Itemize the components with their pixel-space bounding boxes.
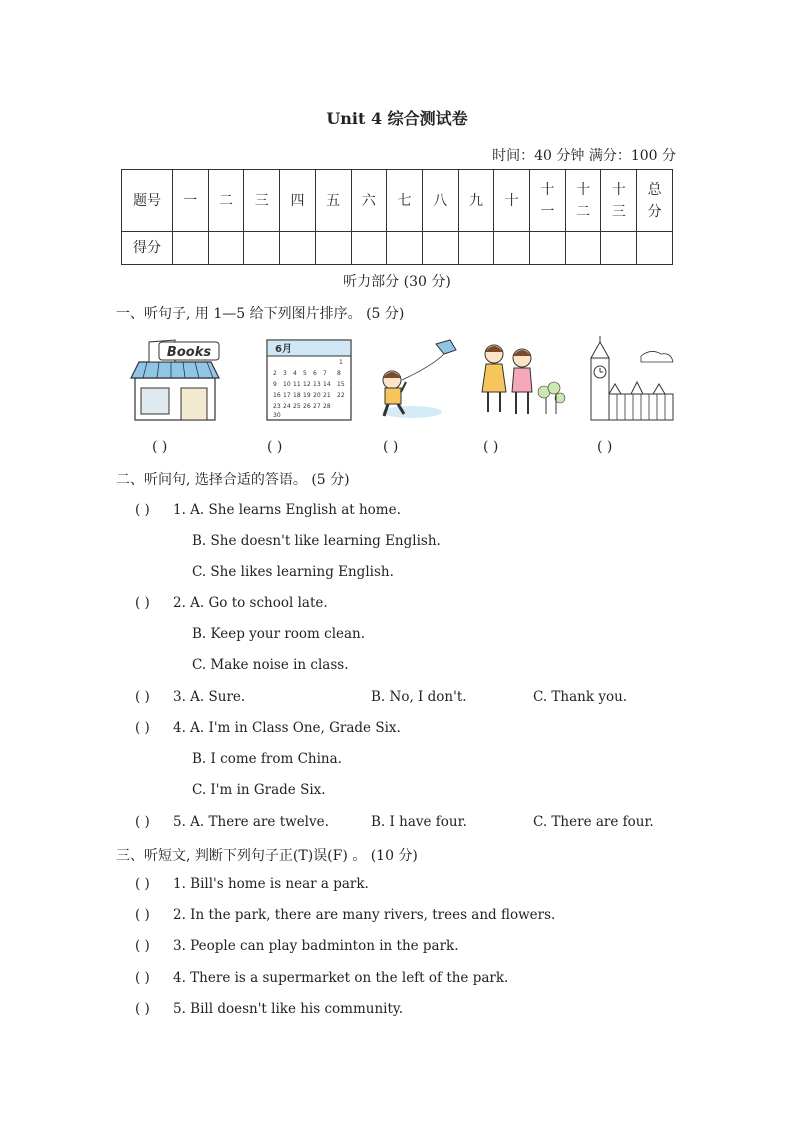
answer-blank[interactable]: ( ) [135, 720, 150, 736]
svg-text:19: 19 [303, 392, 311, 399]
svg-text:22: 22 [337, 392, 345, 399]
col-4: 四 [280, 170, 316, 232]
col-5: 五 [315, 170, 351, 232]
picture-answer-5[interactable]: ( ) [597, 439, 613, 455]
svg-text:26: 26 [303, 403, 311, 410]
q4-option-a: 4. A. I'm in Class One, Grade Six. [173, 720, 401, 736]
q4-option-c: C. I'm in Grade Six. [192, 782, 326, 798]
svg-text:10: 10 [283, 381, 291, 388]
q2-option-b: B. Keep your room clean. [192, 626, 366, 642]
svg-text:14: 14 [323, 381, 331, 388]
answer-blank[interactable]: ( ) [135, 970, 150, 986]
section2-title: 二、听问句, 选择合适的答语。 (5 分) [116, 472, 350, 488]
svg-text:3: 3 [283, 370, 287, 377]
answer-blank[interactable]: ( ) [135, 502, 150, 518]
svg-text:16: 16 [273, 392, 281, 399]
col-11: 十一 [530, 170, 566, 232]
col-8: 八 [422, 170, 458, 232]
svg-text:17: 17 [283, 392, 291, 399]
svg-text:5: 5 [303, 370, 307, 377]
tf-statement-5: 5. Bill doesn't like his community. [173, 1001, 404, 1017]
answer-blank[interactable]: ( ) [135, 938, 150, 954]
calendar-icon [263, 336, 355, 422]
svg-text:24: 24 [283, 403, 291, 410]
score-cell[interactable] [351, 232, 387, 265]
section1-title: 一、听句子, 用 1—5 给下列图片排序。 (5 分) [116, 306, 405, 322]
score-cell[interactable] [208, 232, 244, 265]
section3-title: 三、听短文, 判断下列句子正(T)误(F) 。 (10 分) [116, 848, 418, 864]
col-10: 十 [494, 170, 530, 232]
two-girls-icon [474, 336, 566, 422]
q2-option-c: C. Make noise in class. [192, 657, 349, 673]
svg-text:1: 1 [339, 359, 343, 366]
svg-text:2: 2 [273, 370, 277, 377]
answer-blank[interactable]: ( ) [135, 907, 150, 923]
picture-answer-4[interactable]: ( ) [483, 439, 499, 455]
bookstore-icon [129, 336, 221, 422]
score-cell[interactable] [173, 232, 209, 265]
svg-text:18: 18 [293, 392, 301, 399]
col-13: 十三 [601, 170, 637, 232]
row-head-number: 题号 [122, 170, 173, 232]
q5-option-c: C. There are four. [533, 814, 654, 830]
svg-text:13: 13 [313, 381, 321, 388]
score-cell[interactable] [494, 232, 530, 265]
big-ben-icon [585, 336, 677, 422]
picture-answer-3[interactable]: ( ) [383, 439, 399, 455]
row-head-score: 得分 [122, 232, 173, 265]
score-cell[interactable] [387, 232, 423, 265]
col-2: 二 [208, 170, 244, 232]
bookstore-sign-text: Books [166, 345, 212, 360]
kite-boy-icon [372, 336, 464, 422]
svg-text:30: 30 [273, 412, 281, 419]
svg-text:12: 12 [303, 381, 311, 388]
svg-text:4: 4 [293, 370, 297, 377]
svg-text:8: 8 [337, 370, 341, 377]
tf-statement-2: 2. In the park, there are many rivers, trees and flowers. [173, 907, 556, 923]
q3-option-b: B. No, I don't. [371, 689, 467, 705]
q1-option-c: C. She likes learning English. [192, 564, 394, 580]
calendar-month: 6月 [275, 344, 292, 355]
svg-text:25: 25 [293, 403, 301, 410]
svg-text:20: 20 [313, 392, 321, 399]
q3-option-c: C. Thank you. [533, 689, 628, 705]
score-cell[interactable] [530, 232, 566, 265]
score-cell[interactable] [601, 232, 637, 265]
tf-statement-4: 4. There is a supermarket on the left of the park. [173, 970, 509, 986]
svg-text:15: 15 [337, 381, 345, 388]
answer-blank[interactable]: ( ) [135, 595, 150, 611]
svg-text:7: 7 [323, 370, 327, 377]
tf-statement-3: 3. People can play badminton in the park. [173, 938, 459, 954]
svg-text:21: 21 [323, 392, 331, 399]
col-1: 一 [173, 170, 209, 232]
score-cell[interactable] [637, 232, 673, 265]
score-cell[interactable] [565, 232, 601, 265]
q5-option-b: B. I have four. [371, 814, 467, 830]
col-total: 总分 [637, 170, 673, 232]
score-cell[interactable] [458, 232, 494, 265]
q5-option-a: 5. A. There are twelve. [173, 814, 329, 830]
q3-option-a: 3. A. Sure. [173, 689, 246, 705]
answer-blank[interactable]: ( ) [135, 876, 150, 892]
picture-answer-1[interactable]: ( ) [152, 439, 168, 455]
score-cell[interactable] [315, 232, 351, 265]
answer-blank[interactable]: ( ) [135, 1001, 150, 1017]
q4-option-b: B. I come from China. [192, 751, 342, 767]
score-table [121, 169, 673, 265]
listening-header: 听力部分 (30 分) [343, 274, 451, 290]
page-title: Unit 4 综合测试卷 [326, 109, 468, 128]
q2-option-a: 2. A. Go to school late. [173, 595, 328, 611]
answer-blank[interactable]: ( ) [135, 689, 150, 705]
score-cell[interactable] [280, 232, 316, 265]
col-6: 六 [351, 170, 387, 232]
svg-text:9: 9 [273, 381, 277, 388]
svg-text:28: 28 [323, 403, 331, 410]
score-cell[interactable] [422, 232, 458, 265]
score-cell[interactable] [244, 232, 280, 265]
col-7: 七 [387, 170, 423, 232]
col-12: 十二 [565, 170, 601, 232]
time-info: 时间：40 分钟 满分：100 分 [492, 148, 676, 164]
answer-blank[interactable]: ( ) [135, 814, 150, 830]
tf-statement-1: 1. Bill's home is near a park. [173, 876, 369, 892]
col-9: 九 [458, 170, 494, 232]
q1-option-b: B. She doesn't like learning English. [192, 533, 441, 549]
q1-option-a: 1. A. She learns English at home. [173, 502, 401, 518]
col-3: 三 [244, 170, 280, 232]
picture-answer-2[interactable]: ( ) [267, 439, 283, 455]
svg-text:6: 6 [313, 370, 317, 377]
svg-text:23: 23 [273, 403, 281, 410]
svg-text:27: 27 [313, 403, 321, 410]
svg-text:11: 11 [293, 381, 301, 388]
